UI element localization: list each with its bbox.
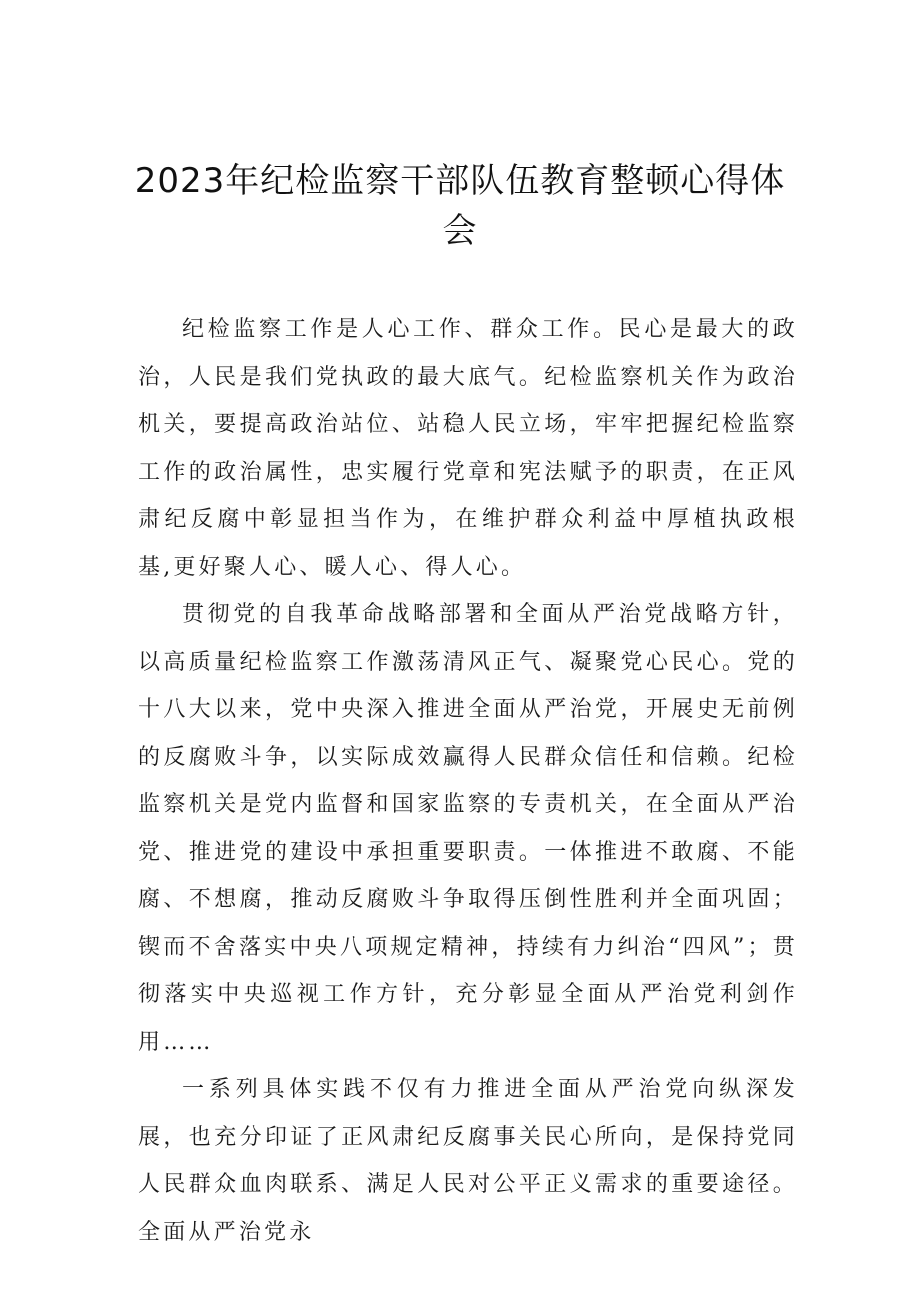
paragraph: 纪检监察工作是人心工作、群众工作。民心是最大的政治，人民是我们党执政的最大底气。纪检监察机关作为政治机关，要提高政治站位、站稳人民立场，牢牢把握纪检监察工作的政治属性，忠实履行党章和宪法赋予的职责，在正风肃纪反腐中彰显担当作为，在维护群众利益中厚植执政根基,更好聚人心、暖人心、得人心。 — [138, 317, 798, 580]
document-body — [138, 306, 798, 1256]
paragraph: 一系列具体实践不仅有力推进全面从严治党向纵深发展，也充分印证了正风肃纪反腐事关民心所向，是保持党同人民群众血肉联系、满足人民对公平正义需求的重要途径。全面从严治党永 — [138, 1077, 798, 1245]
document-title: 2023年纪检监察干部队伍教育整顿心得体会 — [134, 161, 786, 251]
paragraph: 贯彻党的自我革命战略部署和全面从严治党战略方针，以高质量纪检监察工作激荡清风正气、凝聚党心民心。党的十八大以来，党中央深入推进全面从严治党，开展史无前例的反腐败斗争，以实际成效赢得人民群众信任和信赖。纪检监察机关是党内监督和国家监察的专责机关，在全面从严治党、推进党的建设中承担重要职责。一体推进不敢腐、不能腐、不想腐，推动反腐败斗争取得压倒性胜利并全面巩固；锲而不舍落实中央八项规定精神，持续有力纠治“四风”；贯彻落实中央巡视工作方针，充分彰显全面从严治党利剑作用…… — [138, 602, 798, 1055]
